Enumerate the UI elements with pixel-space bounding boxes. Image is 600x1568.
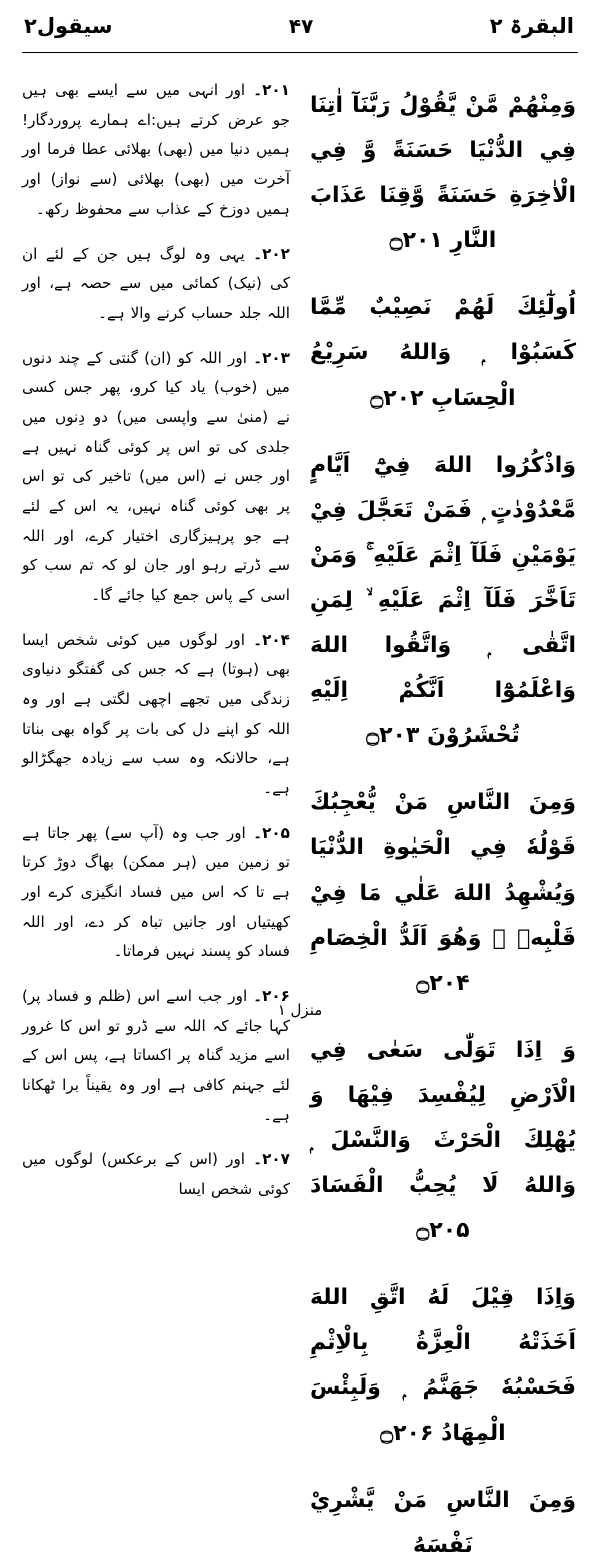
manzil-label: منزل ۱ (277, 1001, 323, 1019)
arabic-verse-206: وَاِذَا قِيْلَ لَهُ اتَّقِ اللهَ اَخَذَتْهُ الْعِزَّةُ بِالْاِثْمِ فَحَسْبُهٗ جَهَنَّمُ ۭ وَلَبِئْسَ الْمِهَادُ ۝۲۰۶ (309, 1285, 576, 1446)
urdu-verse-203 (22, 344, 290, 611)
urdu-verse-201 (22, 76, 290, 224)
urdu-verse-text: اور انہی میں سے ایسے بھی ہیں جو عرض کرتے ہیں:اے ہمارے پروردگار! ہمیں دنیا میں (بھی) بھلائی عطا فرما اور آخرت میں (بھی) بھلائی (سے نواز) اور ہمیں دوزخ کے عذاب سے محفوظ رکھ۔ (22, 81, 290, 218)
arabic-verse-205: وَ اِذَا تَوَلّٰى سَعٰى فِي الْاَرْضِ لِيُفْسِدَ فِيْهَا وَ يُهْلِكَ الْحَرْثَ وَالنَّسْلَ ۭ وَاللهُ لَا يُحِبُّ الْفَسَادَ ۝۲۰۵ (309, 1037, 576, 1244)
arabic-verse-203: وَاذْكُرُوا اللهَ فِيْٓ اَيَّامٍ مَّعْدُوْدٰتٍ ۭ فَمَنْ تَعَجَّلَ فِيْ يَوْمَيْنِ فَلَآ اِثْمَ عَلَيْهِ ۚ وَمَنْ تَاَخَّرَ فَلَآ اِثْمَ عَلَيْهِ ۙ لِمَنِ اتَّقٰى ۭ وَاتَّقُوا اللهَ وَاعْلَمُوْٓا اَنَّكُمْ اِلَيْهِ تُحْشَرُوْنَ ۝۲۰۳ (309, 452, 576, 749)
header-divider (22, 52, 578, 53)
arabic-verse-201: وَمِنْهُمْ مَّنْ يَّقُوْلُ رَبَّنَآ اٰتِنَا فِي الدُّنْيَا حَسَنَةً وَّ فِي الْاٰخِرَةِ حَسَنَةً وَّقِنَا عَذَابَ النَّارِ ۝۲۰۱ (309, 93, 576, 254)
header-left-title: البقرۃ ۲ (489, 14, 574, 38)
urdu-verse-number: ۲۰۵۔ (253, 823, 290, 842)
urdu-verse-text: اور لوگوں میں کوئی شخص ایسا بھی (ہوتا) ہے کہ جس کی گفتگو دنیاوی زندگی میں تجھے اچھی لگتی ہے اور وہ اللہ کو اپنے دل کی بات پر گواہ بھی بناتا ہے، حالانکہ وہ سب سے زیادہ جھگڑالو ہے۔ (22, 630, 290, 797)
header-right-title: سیقول۲ (24, 14, 113, 38)
page-header (18, 14, 582, 48)
urdu-verse-text: اور جب وہ (آپ سے) پھر جاتا ہے تو زمین میں (ہر ممکن) بھاگ دوڑ کرتا ہے تا کہ اس میں فساد انگیزی کرے اور کھیتیاں اور جانیں تباہ کر دے، اور اللہ فساد کو پسند نہیں فرماتا۔ (22, 823, 290, 961)
urdu-verse-text: یہی وہ لوگ ہیں جن کے لئے ان کی (نیک) کمائی میں سے حصہ ہے، اور اللہ جلد حساب کرنے والا ہے۔ (22, 244, 290, 322)
arabic-verse-204: وَمِنَ النَّاسِ مَنْ يُّعْجِبُكَ قَوْلُهٗ فِي الْحَيٰوةِ الدُّنْيَا وَيُشْهِدُ اللهَ عَلٰي مَا فِيْ قَلْبِهٖ ۙ وَهُوَ اَلَدُّ الْخِصَامِ ۝۲۰۴ (309, 790, 576, 996)
page-footer (0, 1001, 600, 1019)
urdu-verse-205 (22, 819, 290, 967)
urdu-verse-number: ۲۰۲۔ (253, 244, 290, 263)
urdu-verse-text: اور جب اسے اس (ظلم و فساد پر) کہا جائے کہ اللہ سے ڈرو تو اس کا غرور اسے مزید گناہ پر اکساتا ہے، پس اس کے لئے جہنم کافی ہے اور وہ یقیناً برا ٹھکانا ہے۔ (22, 987, 290, 1124)
urdu-verse-202 (22, 240, 290, 329)
urdu-verse-number: ۲۰۶۔ (253, 987, 290, 1006)
arabic-verse-202: اُولٰٓئِكَ لَهُمْ نَصِيْبٌ مِّمَّا كَسَبُوْا ۭ وَاللهُ سَرِيْعُ الْحِسَابِ ۝۲۰۲ (309, 295, 576, 411)
urdu-verse-text: اور اللہ کو (ان) گنتی کے چند دنوں میں (خوب) یاد کیا کرو، پھر جس کسی نے (منیٰ سے واپسی میں) دو دِنوں میں جلدی کی تو اس پر کوئی گناہ نہیں ہے اور جس نے (اس میں) تاخیر کی تو اس پر بھی کوئی گناہ نہیں، یہ اس کے لئے ہے جو پرہیزگاری اختیار کرے، اور اللہ سے ڈرتے رہو اور جان لو کہ تم سب کو اسی کے پاس جمع کیا جائے گا۔ (22, 348, 290, 604)
page-number: ۷۴ (288, 14, 314, 38)
urdu-verse-207 (22, 1145, 290, 1204)
arabic-verse-207: وَمِنَ النَّاسِ مَنْ يَّشْرِيْ نَفْسَهُ (309, 1487, 576, 1558)
urdu-verse-204 (22, 626, 290, 804)
urdu-verse-number: ۲۰۱۔ (253, 81, 290, 100)
urdu-verse-text: اور (اس کے برعکس) لوگوں میں کوئی شخص ایسا (22, 1150, 290, 1199)
urdu-verse-number: ۲۰۳۔ (253, 348, 290, 367)
urdu-verse-number: ۲۰۴۔ (253, 630, 290, 649)
urdu-verse-number: ۲۰۷۔ (253, 1150, 290, 1169)
